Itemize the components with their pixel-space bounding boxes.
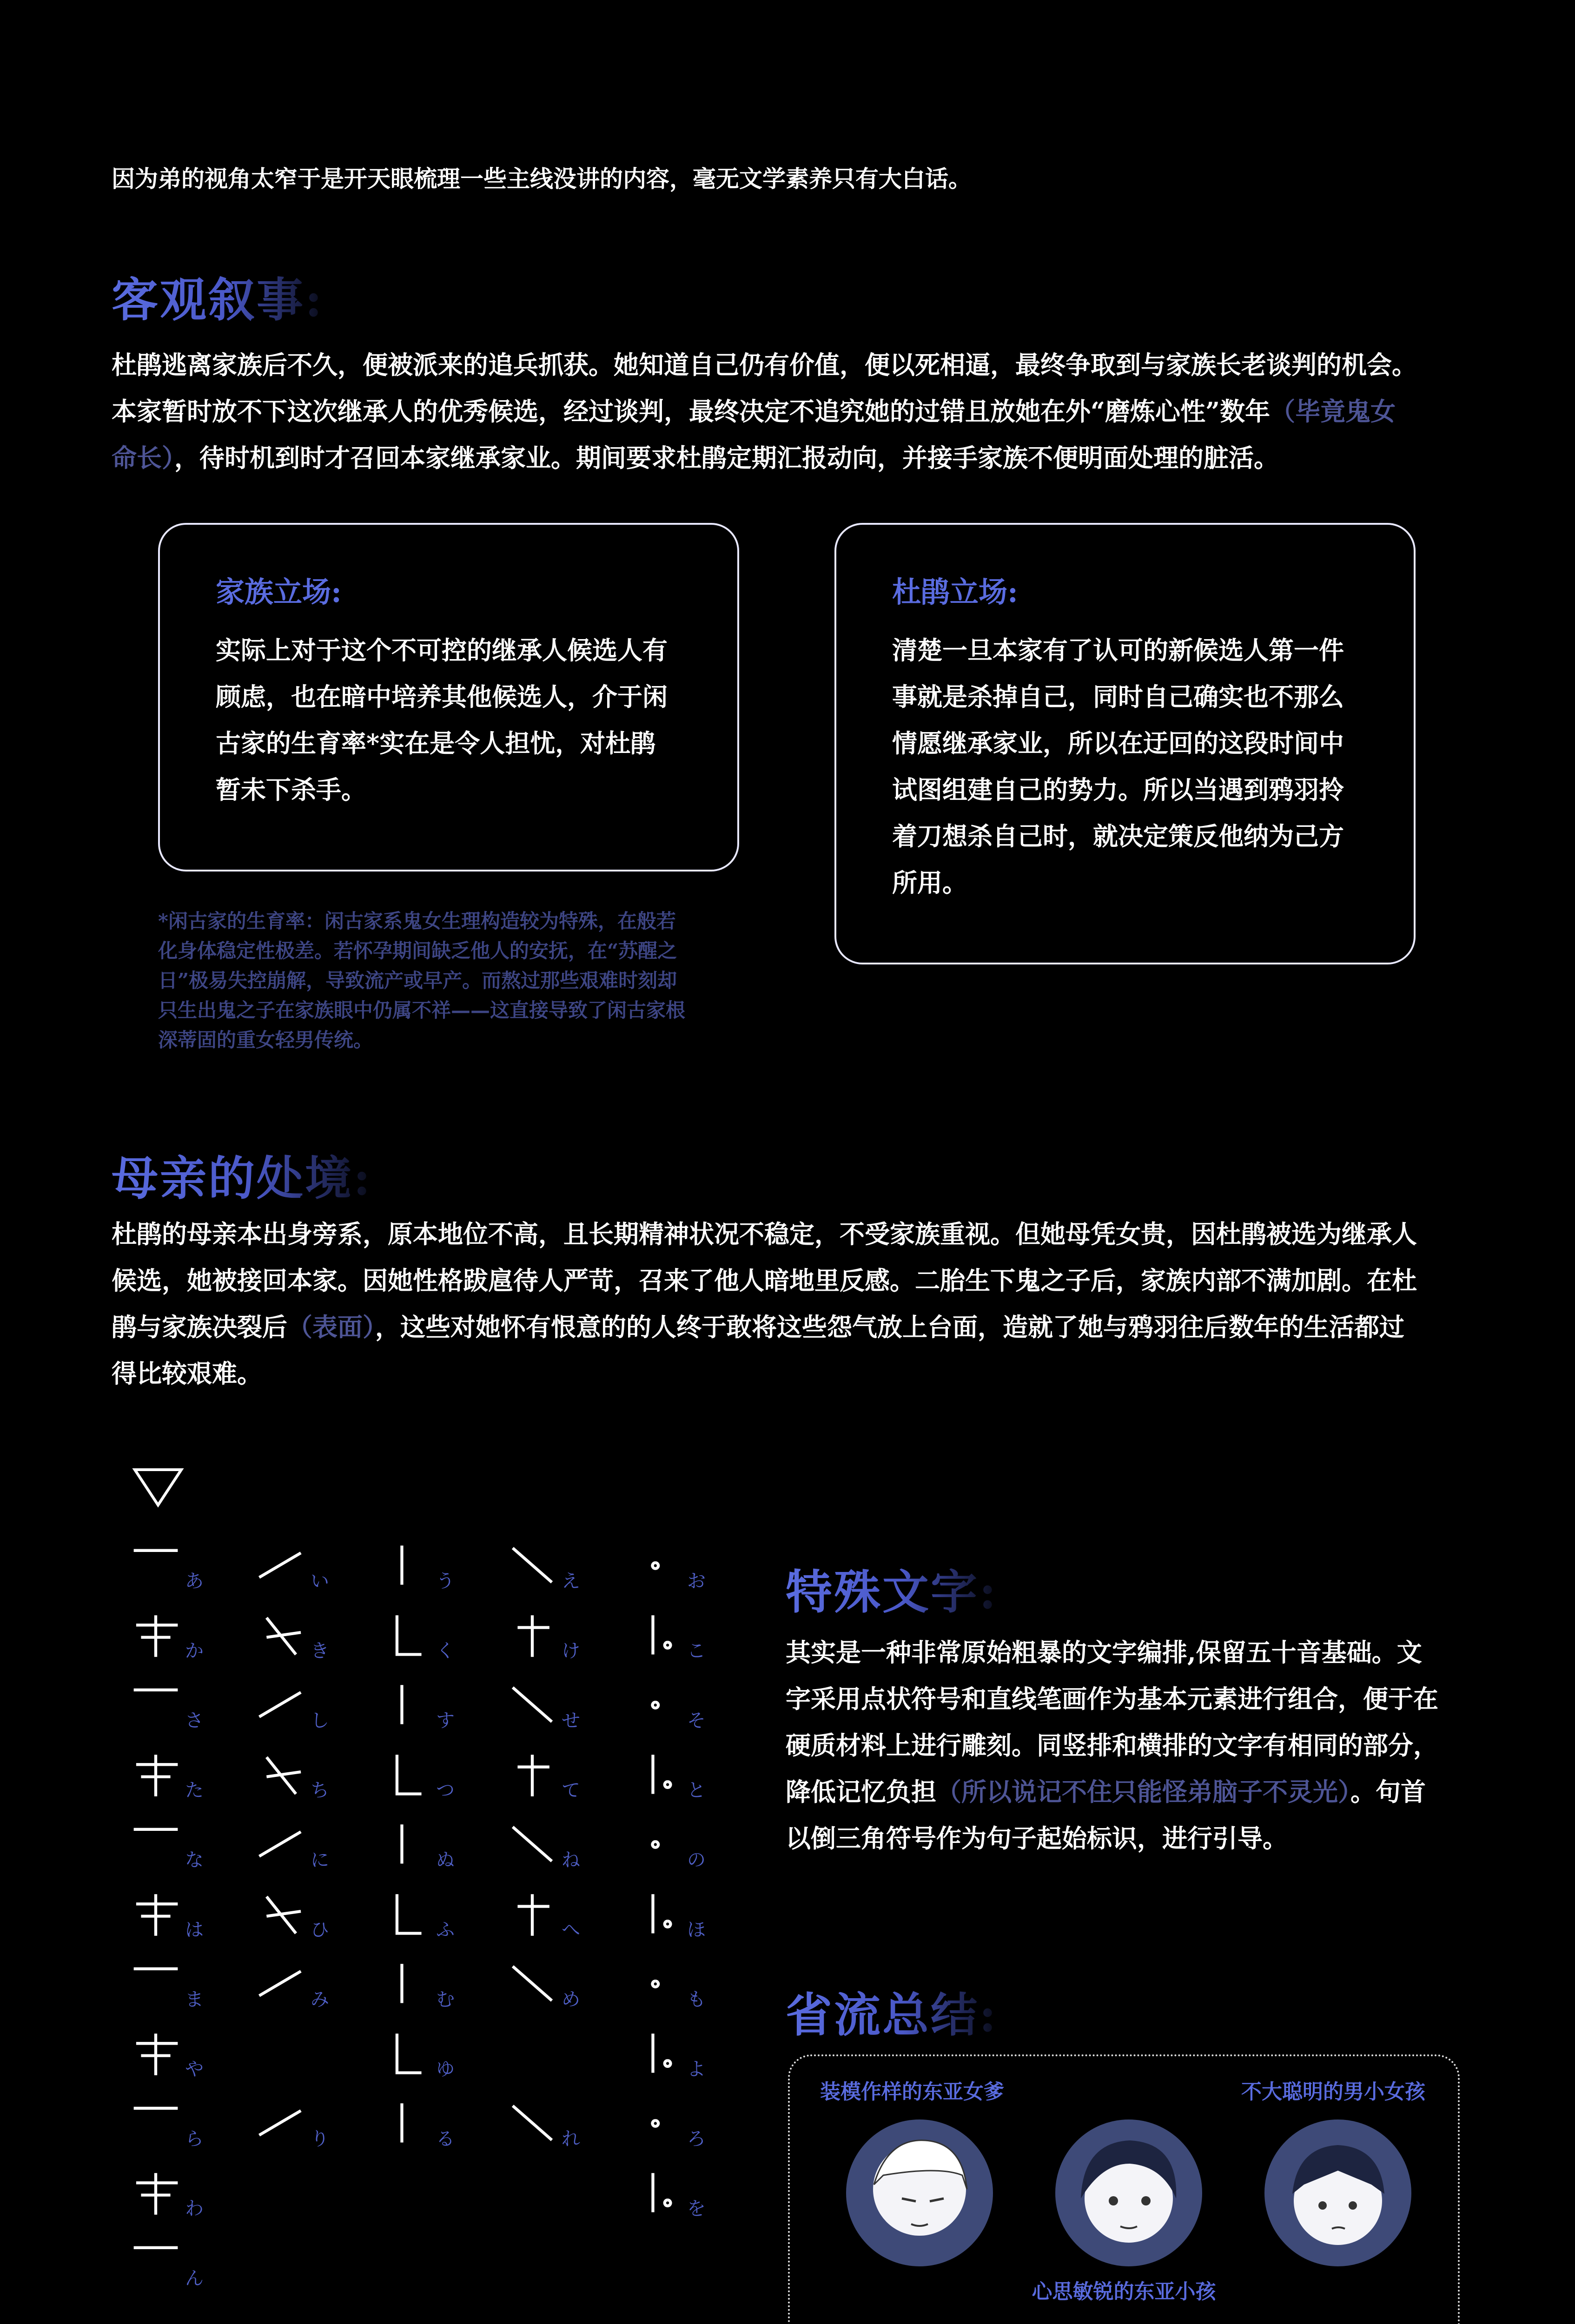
script-glyph-a-8-0 — [130, 2101, 251, 2152]
kana-label: い — [311, 1571, 329, 1592]
script-glyph-a-6-3 — [507, 1961, 628, 2013]
script-glyph-a-5-4 — [632, 1892, 753, 1943]
summary-title: 省流总结: — [786, 1978, 998, 2045]
avatar-boy-girl — [1262, 2117, 1414, 2269]
script-glyph-a-4-0 — [130, 1822, 251, 1873]
script-glyph-a-1-4 — [632, 1613, 753, 1664]
family-stance-box — [158, 523, 739, 872]
script-glyph-a-3-0 — [130, 1752, 251, 1803]
mother-title: 母亲的处境: — [112, 1141, 372, 1208]
kana-label: や — [185, 2059, 204, 2080]
script-glyph-a-0-0 — [130, 1543, 251, 1594]
script-glyph-a-1-3 — [507, 1613, 628, 1664]
script-glyph-a-7-2 — [381, 2031, 502, 2082]
role-center-label: 心思敏锐的东亚小孩 — [1032, 2280, 1216, 2304]
kana-script-table — [130, 1543, 735, 2310]
script-glyph-a-6-1 — [256, 1961, 377, 2013]
script-glyph-a-1-2 — [381, 1613, 502, 1664]
script-glyph-a-7-4 — [632, 2031, 753, 2082]
script-glyph-a-2-0 — [130, 1683, 251, 1734]
kana-label: き — [311, 1640, 329, 1662]
script-glyph-a-2-1 — [256, 1683, 377, 1734]
script-glyph-a-2-3 — [507, 1683, 628, 1734]
kana-label: よ — [687, 2059, 706, 2080]
script-glyph-a-0-1 — [256, 1543, 377, 1594]
kana-label: ゆ — [436, 2059, 455, 2080]
kana-label: ら — [185, 2128, 204, 2150]
script-glyph-a-3-3 — [507, 1752, 628, 1803]
kana-label: ほ — [687, 1919, 706, 1941]
intro-text: 因为弟的视角太窄于是开天眼梳理一些主线没讲的内容，毫无文学素养只有大白话。 — [112, 165, 972, 192]
kana-label: め — [562, 1989, 580, 2010]
kana-label: え — [562, 1571, 580, 1592]
kana-label: つ — [436, 1780, 455, 1801]
script-glyph-a-8-4 — [632, 2101, 753, 2152]
objective-line-3: 命长），待时机到时才召回本家继承家业。期间要求杜鹃定期汇报动向，并接手家族不便明面处理的脏活。 — [112, 443, 1279, 473]
script-glyph-a-2-4 — [632, 1683, 753, 1734]
script-glyph-a-8-2 — [381, 2101, 502, 2152]
objective-title: 客观叙事: — [112, 263, 324, 330]
kana-label: ぬ — [436, 1849, 455, 1871]
kana-label: ね — [562, 1849, 580, 1871]
script-glyph-a-3-2 — [381, 1752, 502, 1803]
kana-label: た — [185, 1780, 204, 1801]
family-stance-title: 家族立场: — [216, 575, 342, 609]
kana-label: て — [562, 1780, 580, 1801]
kana-label: せ — [562, 1710, 580, 1731]
objective-line-1: 杜鹃逃离家族后不久，便被派来的追兵抓获。她知道自己仍有价值，便以死相逼，最终争取到与家族长老谈判的机会。 — [112, 350, 1417, 380]
kana-label: お — [687, 1571, 706, 1592]
kana-label: ち — [311, 1780, 329, 1801]
kana-label: ま — [185, 1989, 204, 2010]
script-glyph-a-5-2 — [381, 1892, 502, 1943]
avatar-sensitive-child — [1052, 2117, 1205, 2269]
kana-label: あ — [185, 1571, 204, 1592]
kana-label: さ — [185, 1710, 204, 1731]
script-glyph-a-1-0 — [130, 1613, 251, 1664]
dujuan-stance-title: 杜鹃立场: — [892, 575, 1018, 609]
kana-label: く — [436, 1640, 455, 1662]
script-glyph-a-8-3 — [507, 2101, 628, 2152]
kana-label: に — [311, 1849, 329, 1871]
script-glyph-a-6-2 — [381, 1961, 502, 2013]
script-glyph-a-9-0 — [130, 2171, 251, 2222]
script-glyph-a-9-4 — [632, 2171, 753, 2222]
script-glyph-a-2-2 — [381, 1683, 502, 1734]
script-glyph-a-10-0 — [130, 2240, 251, 2291]
kana-label: す — [436, 1710, 455, 1731]
script-glyph-a-0-4 — [632, 1543, 753, 1594]
script-glyph-a-7-0 — [130, 2031, 251, 2082]
kana-label: か — [185, 1640, 204, 1662]
kana-label: う — [436, 1571, 455, 1592]
kana-label: ふ — [436, 1919, 455, 1941]
script-glyph-a-4-1 — [256, 1822, 377, 1873]
script-glyph-a-5-0 — [130, 1892, 251, 1943]
kana-label: み — [311, 1989, 329, 2010]
dujuan-stance-text: 清楚一旦本家有了认可的新候选人第一件 事就是杀掉自己，同时自己确实也不那么 情愿继承家业，所以在迂回的这段时间中 试图组建自己的势力。所以当遇到鸦羽拎 着刀想杀自己时，就决定策反他纳为己方 所用。 — [892, 635, 1344, 898]
kana-label: こ — [687, 1640, 706, 1662]
script-glyph-a-6-4 — [632, 1961, 753, 2013]
script-glyph-a-8-1 — [256, 2101, 377, 2152]
script-glyph-a-0-2 — [381, 1543, 502, 1594]
start-triangle-glyph — [130, 1464, 186, 1512]
kana-label: る — [436, 2128, 455, 2150]
kana-label: れ — [562, 2128, 580, 2150]
mother-paragraph: 杜鹃的母亲本出身旁系，原本地位不高，且长期精神状况不稳定，不受家族重视。但她母凭女贵，因杜鹃被选为继承人 候选，她被接回本家。因她性格跋扈待人严苛，召来了他人暗地里反感。二胎生下鬼之子后，家族内部不满加剧。在杜 鹃与家族决裂后（表面），这些对她怀有恨意的的人终于敢将这些怨气放上台面，造就了她与鸦羽往后数年的生活都过 得比较艰难。 — [112, 1219, 1417, 1388]
script-glyph-a-3-4 — [632, 1752, 753, 1803]
kana-label: し — [311, 1710, 329, 1731]
script-glyph-a-5-1 — [256, 1892, 377, 1943]
script-glyph-a-6-0 — [130, 1961, 251, 2013]
family-stance-text: 实际上对于这个不可控的继承人候选人有 顾虑，也在暗中培养其他候选人，介于闲 古家的生育率*实在是令人担忧，对杜鹃 暂未下杀手。 — [216, 635, 668, 805]
kana-label: け — [562, 1640, 580, 1662]
kana-label: と — [687, 1780, 706, 1801]
kana-label: そ — [687, 1710, 706, 1731]
kana-label: ろ — [687, 2128, 706, 2150]
avatar-east-asian-mom — [843, 2117, 996, 2269]
kana-label: の — [687, 1849, 706, 1871]
objective-line-2: 本家暂时放不下这次继承人的优秀候选，经过谈判，最终决定不追究她的过错且放她在外“磨炼心性”数年（毕竟鬼女 — [112, 396, 1396, 426]
kana-label: ひ — [311, 1919, 329, 1941]
birthrate-footnote: *闲古家的生育率：闲古家系鬼女生理构造较为特殊，在般若 化身体稳定性极差。若怀孕期间缺乏他人的安抚，在“苏醒之 日”极易失控崩解，导致流产或早产。而熬过那些艰难时刻却 只生出鬼之子在家族眼中仍属不祥——这直接导致了闲古家根 深蒂固的重女轻男传统。 — [158, 910, 686, 1051]
kana-label: ん — [185, 2268, 204, 2289]
kana-label: む — [436, 1989, 455, 2010]
script-glyph-a-1-1 — [256, 1613, 377, 1664]
summary-box — [788, 2054, 1460, 2324]
script-glyph-a-3-1 — [256, 1752, 377, 1803]
special-script-paragraph: 其实是一种非常原始粗暴的文字编排,保留五十音基础。文 字采用点状符号和直线笔画作为基本元素进行组合，便于在 硬质材料上进行雕刻。同竖排和横排的文字有相同的部分， 降低记忆负担（所以说记不住只能怪弟脑子不灵光）。句首 以倒三角符号作为句子起始标识，进行引导。 — [786, 1637, 1438, 1853]
script-glyph-a-0-3 — [507, 1543, 628, 1594]
kana-label: へ — [562, 1919, 580, 1941]
role-left-label: 装模作样的东亚女爹 — [820, 2080, 1004, 2104]
kana-label: わ — [185, 2198, 204, 2219]
kana-label: は — [185, 1919, 204, 1941]
script-glyph-a-4-4 — [632, 1822, 753, 1873]
script-glyph-a-4-3 — [507, 1822, 628, 1873]
script-glyph-a-4-2 — [381, 1822, 502, 1873]
dujuan-stance-box — [834, 523, 1416, 964]
objective-paragraph — [112, 342, 1483, 481]
kana-label: を — [687, 2198, 706, 2219]
role-right-label: 不大聪明的男小女孩 — [1241, 2080, 1425, 2104]
kana-label: も — [687, 1989, 706, 2010]
script-glyph-a-5-3 — [507, 1892, 628, 1943]
kana-label: り — [311, 2128, 329, 2150]
special-script-title: 特殊文字: — [786, 1555, 998, 1622]
kana-label: な — [185, 1849, 204, 1871]
